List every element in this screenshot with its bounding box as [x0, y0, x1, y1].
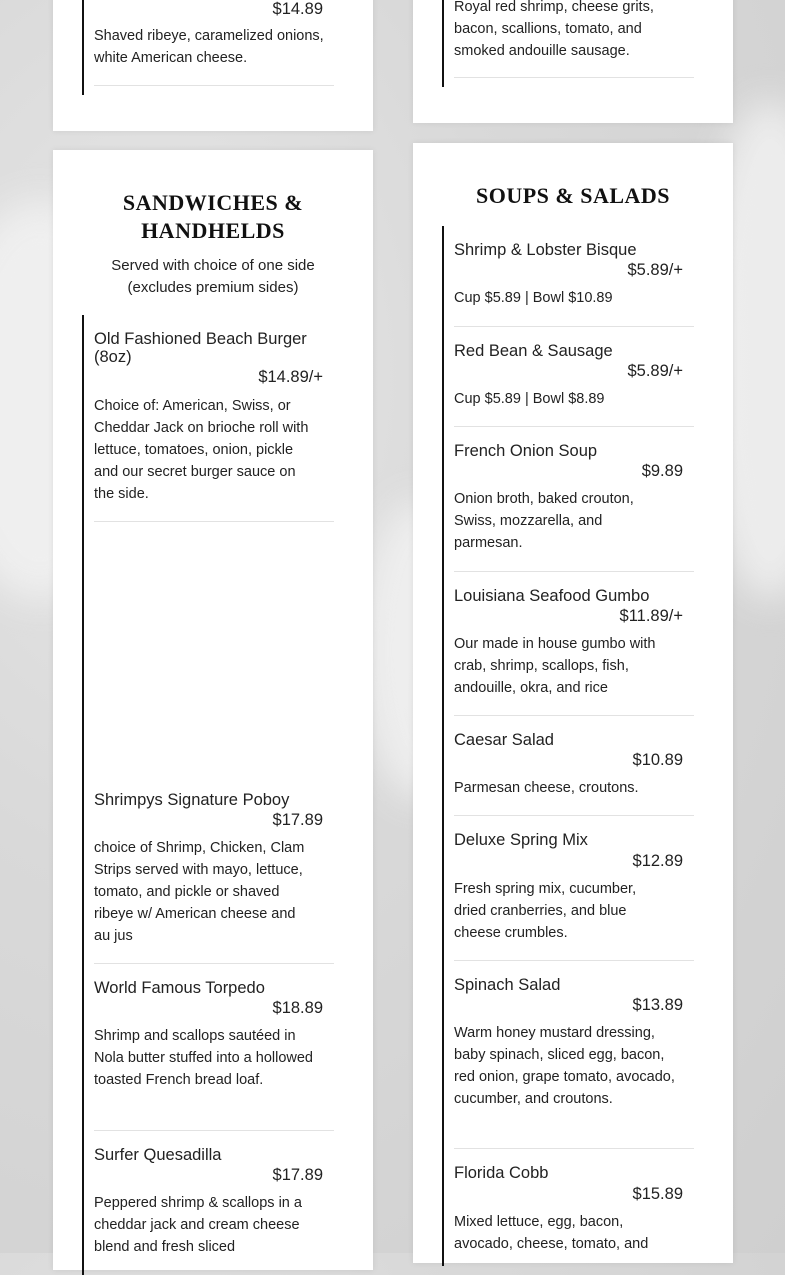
item-description: Cup $5.89 | Bowl $8.89 — [454, 391, 605, 407]
menu-item[interactable] — [454, 587, 694, 707]
menu-item[interactable] — [94, 979, 334, 1119]
section-title: SOUPS & SALADS — [475, 183, 671, 208]
item-separator — [454, 77, 694, 78]
item-description: Peppered shrimp & scallops in a cheddar jack and cream cheese blend and fresh sliced — [94, 1195, 302, 1255]
menu-item[interactable] — [454, 241, 694, 321]
item-price: $15.89 — [632, 1185, 683, 1203]
menu-item[interactable] — [94, 1146, 334, 1256]
menu-card-soups-salads — [413, 143, 733, 1263]
item-description: Shrimp and scallops sautéed in Nola butter stuffed into a hollowed toasted French bread loaf. — [94, 1028, 313, 1088]
item-description: Parmesan cheese, croutons. — [454, 780, 639, 796]
item-description: Choice of: American, Swiss, or Cheddar Jack on brioche roll with lettuce, tomatoes, onion, pickle and our secret burger sauce on the side. — [94, 398, 309, 502]
item-separator — [454, 426, 694, 427]
item-separator — [454, 326, 694, 327]
item-separator — [94, 963, 334, 964]
item-name: Old Fashioned Beach Burger (8oz) — [94, 330, 307, 366]
item-separator — [454, 715, 694, 716]
item-separator — [454, 1148, 694, 1149]
item-price: $11.89/+ — [619, 607, 683, 625]
card-rail — [442, 226, 444, 1266]
menu-card-right-top — [413, 0, 733, 123]
item-separator — [454, 815, 694, 816]
item-name: Florida Cobb — [454, 1164, 549, 1182]
item-price: $12.89 — [632, 852, 683, 870]
item-description: choice of Shrimp, Chicken, Clam Strips served with mayo, lettuce, tomato, and pickle or shaved ribeye w/ American cheese and au jus — [94, 840, 305, 944]
item-name: Spinach Salad — [454, 976, 561, 994]
item-price: $14.89 — [272, 0, 323, 18]
item-separator — [454, 571, 694, 572]
menu-item[interactable] — [454, 731, 694, 811]
menu-card-sandwiches — [53, 150, 373, 1270]
card-rail — [442, 0, 444, 87]
item-name: World Famous Torpedo — [94, 979, 265, 997]
item-price: $13.89 — [632, 996, 683, 1014]
section-subtitle: Served with choice of one side (excludes premium sides) — [111, 257, 315, 296]
item-description: Warm honey mustard dressing, baby spinach, sliced egg, bacon, red onion, grape tomato, avocado, cucumber, and croutons. — [454, 1025, 675, 1107]
menu-item[interactable] — [454, 442, 694, 562]
item-price: $5.89/+ — [627, 261, 683, 279]
item-separator — [454, 960, 694, 961]
menu-item[interactable] — [94, 791, 334, 956]
menu-card-left-top — [53, 0, 373, 131]
item-price: $17.89 — [272, 811, 323, 829]
menu-item[interactable] — [454, 831, 694, 951]
card-rail — [82, 0, 84, 95]
item-price: $14.89/+ — [258, 368, 323, 386]
menu-item[interactable] — [454, 976, 694, 1136]
item-name: French Onion Soup — [454, 442, 598, 460]
section-title: SANDWICHES & HANDHELDS — [122, 190, 304, 243]
item-description: Mixed lettuce, egg, bacon, avocado, cheese, tomato, and — [454, 1214, 649, 1252]
item-description: Royal red shrimp, cheese grits, bacon, scallions, tomato, and smoked andouille sausage. — [454, 0, 654, 59]
item-price: $5.89/+ — [627, 362, 683, 380]
item-name: Caesar Salad — [454, 731, 554, 749]
item-name: Shrimp & Lobster Bisque — [454, 241, 637, 259]
item-price: $10.89 — [632, 751, 683, 769]
item-description: Cup $5.89 | Bowl $10.89 — [454, 290, 613, 306]
item-description: Shaved ribeye, caramelized onions, white American cheese. — [94, 28, 324, 66]
item-price: $9.89 — [641, 462, 683, 480]
card-rail — [82, 315, 84, 1275]
item-price: $18.89 — [272, 999, 323, 1017]
menu-item[interactable] — [454, 1164, 694, 1264]
item-description: Fresh spring mix, cucumber, dried cranberries, and blue cheese crumbles. — [454, 881, 637, 941]
item-name: Shrimpys Signature Poboy — [94, 791, 290, 809]
item-name: Louisiana Seafood Gumbo — [454, 587, 650, 605]
item-separator — [94, 521, 334, 522]
menu-item[interactable] — [454, 342, 694, 422]
item-name: Deluxe Spring Mix — [454, 831, 588, 849]
item-name: Surfer Quesadilla — [94, 1146, 222, 1164]
item-separator — [94, 85, 334, 86]
item-description: Our made in house gumbo with crab, shrimp, scallops, fish, andouille, okra, and rice — [454, 636, 656, 696]
item-separator — [94, 1130, 334, 1131]
item-name: Red Bean & Sausage — [454, 342, 613, 360]
menu-item[interactable] — [94, 330, 334, 520]
item-price: $17.89 — [272, 1166, 323, 1184]
item-description: Onion broth, baked crouton, Swiss, mozzarella, and parmesan. — [454, 491, 634, 551]
